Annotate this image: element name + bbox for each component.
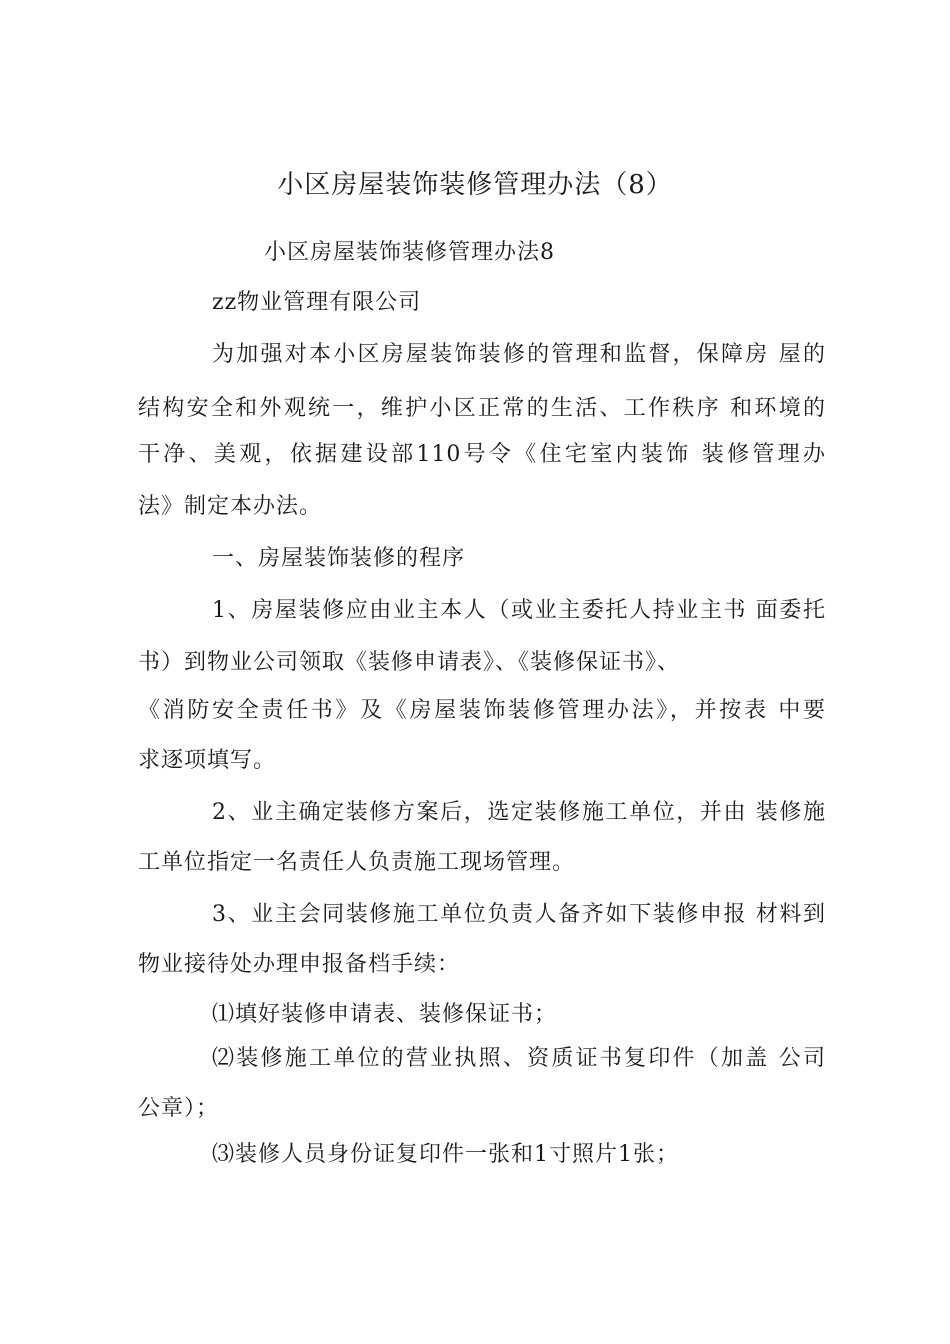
item1-line-3: 《消防安全责任书》及《房屋装饰装修管理办法》，并按表 中要	[138, 698, 826, 723]
item2-line-2: 工单位指定一名责任人负责施工现场管理。	[138, 850, 576, 875]
document-title: 小区房屋装饰装修管理办法（8）	[277, 170, 673, 200]
intro-line-2: 结构安全和外观统一，维护小区正常的生活、工作秩序 和环境的	[138, 396, 826, 421]
document-subtitle: 小区房屋装饰装修管理办法8	[264, 240, 555, 265]
item1-line-4: 求逐项填写。	[138, 748, 277, 773]
sub-item-3: ⑶装修人员身份证复印件一张和1寸照片1张；	[212, 1142, 679, 1167]
item1-line-2: 书）到物业公司领取《装修申请表》、《装修保证书》、	[138, 650, 681, 675]
sub-item-2-line-1: ⑵装修施工单位的营业执照、资质证书复印件（加盖 公司	[212, 1046, 826, 1071]
sub-item-2-line-2: 公章）；	[138, 1096, 220, 1121]
intro-line-3: 干净、美观，依据建设部110号令《住宅室内装饰 装修管理办	[138, 442, 826, 467]
item1-line-1: 1、房屋装修应由业主本人（或业主委托人持业主书 面委托	[212, 598, 826, 623]
item3-line-2: 物业接待处办理申报备档手续：	[138, 952, 461, 977]
sub-item-1: ⑴填好装修申请表、装修保证书；	[212, 1002, 558, 1027]
company-name: zz物业管理有限公司	[212, 290, 422, 315]
item3-line-1: 3、业主会同装修施工单位负责人备齐如下装修申报 材料到	[212, 902, 826, 927]
section-heading-procedure: 一、房屋装饰装修的程序	[212, 546, 466, 571]
intro-line-4: 法》制定本办法。	[138, 494, 323, 519]
item2-line-1: 2、业主确定装修方案后，选定装修施工单位，并由 装修施	[212, 800, 826, 825]
intro-line-1: 为加强对本小区房屋装饰装修的管理和监督，保障房 屋的	[212, 342, 826, 367]
